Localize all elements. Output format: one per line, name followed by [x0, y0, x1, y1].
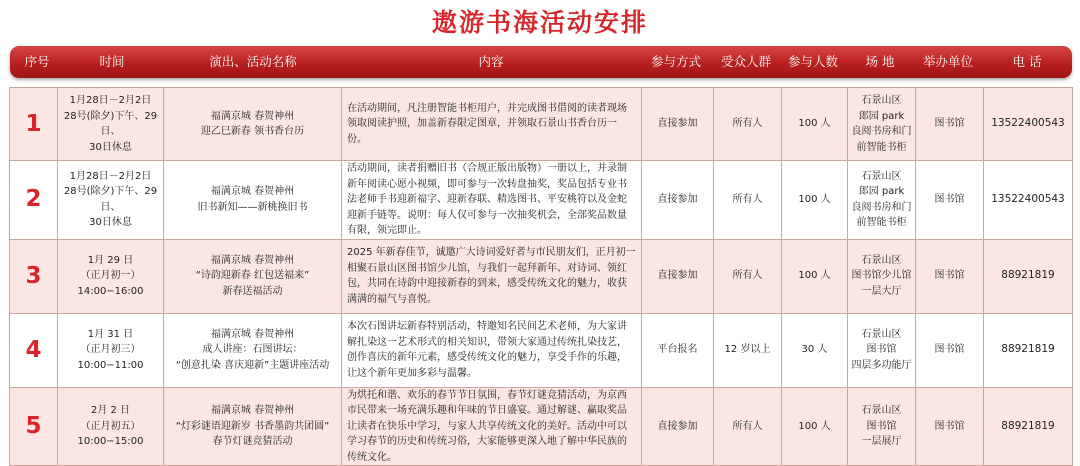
venue-line: 石景山区	[861, 170, 902, 182]
time-line: （正月初三）	[80, 344, 141, 356]
table-row	[10, 88, 1073, 161]
time-line: 1月 31 日	[87, 328, 134, 340]
time-cell	[58, 313, 164, 387]
time-cell	[58, 387, 164, 466]
header-count: 参与人数	[787, 54, 838, 69]
time-line: 2月 2 日	[90, 405, 131, 416]
name-line: 福满京城 春贺神州	[210, 254, 295, 266]
method-cell: 直接参加	[642, 239, 714, 313]
venue-cell	[848, 161, 916, 240]
venue-line: 前智能书柜	[856, 141, 907, 153]
phone-cell: 88921819	[984, 313, 1073, 387]
activity-name-cell	[164, 387, 342, 466]
method-cell: 平台报名	[642, 313, 714, 387]
phone-cell: 88921819	[984, 387, 1073, 466]
table-row	[10, 387, 1073, 466]
organizer-cell: 图书馆	[916, 161, 984, 240]
audience-cell: 所有人	[714, 239, 782, 313]
time-line: 28号(除夕)下午、29日、	[63, 110, 158, 137]
header-organizer: 举办单位	[922, 54, 973, 69]
header-phone: 电 话	[1012, 54, 1042, 69]
activity-name-cell	[164, 239, 342, 313]
content-cell: 2025 年新春佳节，诚邀广大诗词爱好者与市民朋友们，正月初一相聚石景山区图书馆少儿馆，与我们一起拜新年、对诗词、领红包，共同在诗韵中迎接新春的到来，感受传统文化的魅力，收获满满的福气与喜悦。	[342, 239, 642, 313]
time-line: （正月初五）	[80, 420, 141, 432]
count-cell: 100 人	[782, 88, 848, 161]
time-line: 30日休息	[89, 217, 132, 229]
time-line: 10:00−15:00	[77, 436, 144, 447]
time-cell	[58, 88, 164, 161]
name-line: 旧书新知——新桃换旧书	[197, 201, 308, 213]
header-index: 序号	[24, 54, 50, 69]
row-number: 4	[10, 313, 58, 387]
name-line: 成人讲座：石图讲坛：	[202, 344, 303, 356]
count-cell: 100 人	[782, 239, 848, 313]
name-line: “诗韵迎新春 红包送福来”	[195, 270, 310, 282]
name-line: “灯彩谜语迎新岁 书香墨韵共团圆”	[175, 420, 330, 432]
activity-table	[9, 87, 1073, 466]
venue-line: 图书馆	[866, 420, 897, 432]
content-cell: 活动期间，读者捐赠旧书（合规正版出版物）一册以上，并录制新年阅读心愿小视频，即可参与一次转盘抽奖，奖品包括专业书法老师手书迎新福字、迎新春联、精选图书、平安桃符以及金蛇迎新手链等。说明：每人仅可参与一次抽奖机会，全部奖品数量有限，领完即止。	[342, 161, 642, 240]
time-line: 10:00−11:00	[77, 359, 144, 371]
time-line: 14:00−16:00	[77, 285, 144, 297]
time-line: 1月28日－2月2日	[69, 170, 152, 182]
name-line: “创意扎染 喜庆迎新”主题讲座活动	[175, 359, 330, 371]
venue-line: 一层大厅	[861, 285, 902, 297]
name-line: 福满京城 春贺神州	[210, 328, 295, 340]
content-cell: 在活动期间，凡注册智能书柜用户，并完成图书借阅的读者现场领取阅读护照，加盖新春限定图章，并领取石景山书香台历一份。	[342, 88, 642, 161]
table-header-bar	[10, 46, 1072, 78]
audience-cell: 所有人	[714, 88, 782, 161]
name-line: 迎乙巳新春 领书香台历	[200, 126, 305, 137]
time-cell	[58, 239, 164, 313]
count-cell: 30 人	[782, 313, 848, 387]
venue-line: 石景山区	[861, 254, 902, 266]
name-line: 福满京城 春贺神州	[210, 186, 295, 198]
venue-cell	[848, 239, 916, 313]
method-cell: 直接参加	[642, 387, 714, 466]
method-cell: 直接参加	[642, 161, 714, 240]
venue-line: 四层多功能厅	[851, 359, 912, 371]
phone-cell: 13522400543	[984, 88, 1073, 161]
venue-line: 石景山区	[861, 95, 902, 106]
venue-line: 图书馆少儿馆	[851, 270, 912, 282]
time-line: 1月 29 日	[87, 254, 134, 266]
header-venue: 场 地	[865, 54, 895, 69]
venue-line: 郎园 park	[858, 110, 905, 122]
venue-cell	[848, 313, 916, 387]
venue-line: 一层展厅	[861, 436, 902, 447]
header-audience: 受众人群	[720, 54, 771, 69]
organizer-cell: 图书馆	[916, 239, 984, 313]
activity-name-cell	[164, 161, 342, 240]
venue-cell	[848, 387, 916, 466]
row-number: 5	[10, 387, 58, 466]
header-time: 时间	[99, 54, 125, 69]
table-row	[10, 161, 1073, 240]
venue-line: 石景山区	[861, 405, 902, 416]
method-cell: 直接参加	[642, 88, 714, 161]
activity-name-cell	[164, 313, 342, 387]
header-activity-name: 演出、活动名称	[209, 54, 297, 69]
row-number: 2	[10, 161, 58, 240]
venue-line: 良阅书房和门	[851, 126, 912, 137]
audience-cell: 所有人	[714, 387, 782, 466]
content-cell: 为烘托和谐、欢乐的春节节日氛围，春节灯谜竞猜活动，为京西市民带来一场充满乐趣和年味的节日盛宴。通过解谜、赢取奖品让读者在快乐中学习，与家人共享传统文化的美好。活动中可以学习春节的历史和传统习俗，大家能够更深入地了解中华民族的传统文化。	[342, 387, 642, 466]
venue-line: 石景山区	[861, 328, 902, 340]
table-row	[10, 239, 1073, 313]
organizer-cell: 图书馆	[916, 88, 984, 161]
phone-cell: 88921819	[984, 239, 1073, 313]
row-number: 1	[10, 88, 58, 161]
time-line: 1月28日－2月2日	[69, 95, 152, 106]
name-line: 新春送福活动	[222, 285, 283, 297]
activity-name-cell	[164, 88, 342, 161]
phone-cell: 13522400543	[984, 161, 1073, 240]
count-cell: 100 人	[782, 387, 848, 466]
time-cell	[58, 161, 164, 240]
organizer-cell: 图书馆	[916, 313, 984, 387]
venue-line: 图书馆	[866, 344, 897, 356]
venue-line: 前智能书柜	[856, 217, 907, 229]
content-cell: 本次石图讲坛新春特别活动，特邀知名民间艺术老师，为大家讲解扎染这一艺术形式的相关知识，带领大家通过传统扎染技艺，创作喜庆的新年元素，感受传统文化的魅力，享受手作的乐趣，让这个新年更加多彩与温馨。	[342, 313, 642, 387]
name-line: 春节灯谜竞猜活动	[212, 436, 293, 447]
audience-cell: 12 岁以上	[714, 313, 782, 387]
audience-cell: 所有人	[714, 161, 782, 240]
header-content: 内容	[478, 54, 504, 69]
header-method: 参与方式	[650, 54, 701, 69]
venue-line: 郎园 park	[858, 186, 905, 198]
row-number: 3	[10, 239, 58, 313]
time-line: （正月初一）	[80, 270, 141, 282]
name-line: 福满京城 春贺神州	[210, 405, 295, 416]
time-line: 28号(除夕)下午、29日、	[63, 186, 158, 213]
venue-line: 良阅书房和门	[851, 201, 912, 213]
time-line: 30日休息	[89, 141, 132, 153]
table-row	[10, 313, 1073, 387]
venue-cell	[848, 88, 916, 161]
organizer-cell: 图书馆	[916, 387, 984, 466]
name-line: 福满京城 春贺神州	[210, 110, 295, 122]
count-cell: 100 人	[782, 161, 848, 240]
page-title: 遨游书海活动安排	[431, 8, 648, 37]
